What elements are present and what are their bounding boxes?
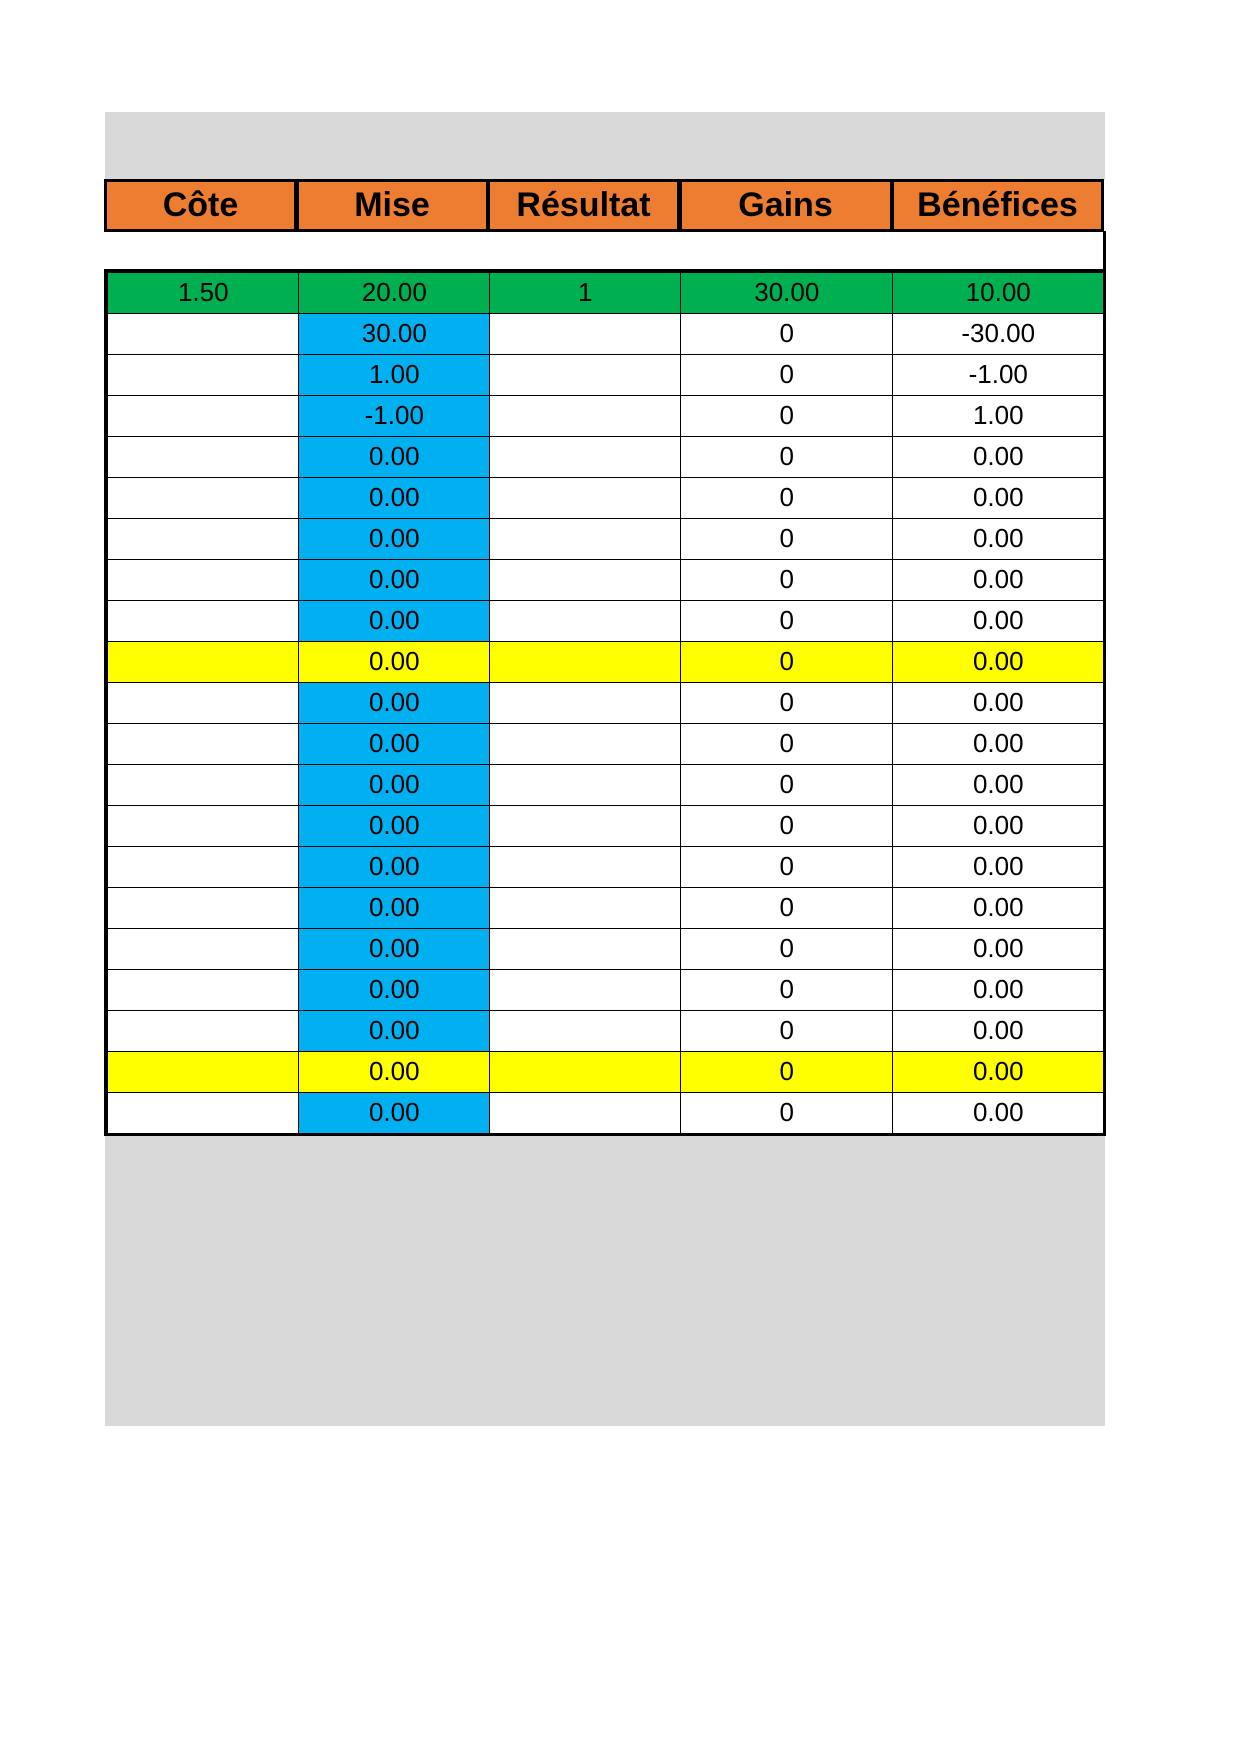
top-gray-band bbox=[105, 112, 1105, 180]
table-row bbox=[107, 436, 1103, 477]
table-row bbox=[107, 805, 1103, 846]
cell-resultat[interactable] bbox=[489, 969, 682, 1012]
cell-gains[interactable]: 0 bbox=[680, 928, 893, 971]
cell-gains[interactable]: 0 bbox=[680, 518, 893, 561]
cell-mise[interactable]: 0.00 bbox=[298, 682, 491, 725]
cell-cote[interactable] bbox=[107, 928, 300, 971]
cell-mise[interactable]: 0.00 bbox=[298, 1092, 491, 1135]
cell-benefices[interactable]: 0.00 bbox=[892, 805, 1104, 848]
cell-resultat[interactable] bbox=[489, 641, 682, 684]
header-gains[interactable]: Gains bbox=[679, 179, 893, 232]
cell-cote[interactable] bbox=[107, 477, 300, 520]
cell-cote[interactable] bbox=[107, 1051, 300, 1094]
cell-benefices[interactable]: 0.00 bbox=[892, 887, 1104, 930]
cell-gains[interactable]: 0 bbox=[680, 887, 893, 930]
table-row bbox=[107, 477, 1103, 518]
table-row bbox=[107, 887, 1103, 928]
cell-gains[interactable]: 0 bbox=[680, 805, 893, 848]
cell-mise[interactable]: 0.00 bbox=[298, 928, 491, 971]
cell-resultat[interactable] bbox=[489, 723, 682, 766]
cell-mise[interactable]: 0.00 bbox=[298, 1010, 491, 1053]
cell-benefices[interactable]: 0.00 bbox=[892, 1051, 1104, 1094]
table-row bbox=[107, 354, 1103, 395]
cell-gains[interactable]: 0 bbox=[680, 641, 893, 684]
cell-resultat[interactable] bbox=[489, 764, 682, 807]
table-row bbox=[107, 395, 1103, 436]
cell-cote[interactable] bbox=[107, 354, 300, 397]
cell-cote[interactable] bbox=[107, 887, 300, 930]
cell-resultat[interactable] bbox=[489, 354, 682, 397]
cell-benefices[interactable]: 0.00 bbox=[892, 436, 1104, 479]
cell-benefices[interactable]: 1.00 bbox=[892, 395, 1104, 438]
cell-mise[interactable]: 0.00 bbox=[298, 641, 491, 684]
cell-resultat[interactable] bbox=[489, 477, 682, 520]
cell-resultat[interactable] bbox=[489, 682, 682, 725]
cell-resultat[interactable] bbox=[489, 846, 682, 889]
cell-cote[interactable] bbox=[107, 846, 300, 889]
table-row bbox=[107, 928, 1103, 969]
cell-cote[interactable] bbox=[107, 764, 300, 807]
cell-resultat[interactable] bbox=[489, 1092, 682, 1135]
header-mise[interactable]: Mise bbox=[296, 179, 489, 232]
cell-cote[interactable] bbox=[107, 436, 300, 479]
cell-benefices[interactable]: -30.00 bbox=[892, 313, 1104, 356]
cell-cote[interactable] bbox=[107, 600, 300, 643]
table-row bbox=[107, 518, 1103, 559]
cell-cote[interactable] bbox=[107, 313, 300, 356]
cell-mise[interactable]: 0.00 bbox=[298, 559, 491, 602]
header-resultat[interactable]: Résultat bbox=[487, 179, 680, 232]
cell-benefices[interactable]: 0.00 bbox=[892, 723, 1104, 766]
cell-gains[interactable]: 0 bbox=[680, 764, 893, 807]
cell-mise[interactable]: 20.00 bbox=[298, 272, 491, 315]
cell-mise[interactable]: 0.00 bbox=[298, 600, 491, 643]
cell-mise[interactable]: 0.00 bbox=[298, 723, 491, 766]
cell-benefices[interactable]: 0.00 bbox=[892, 682, 1104, 725]
table-row bbox=[107, 1010, 1103, 1051]
cell-resultat[interactable] bbox=[489, 1010, 682, 1053]
table-row bbox=[107, 600, 1103, 641]
cell-benefices[interactable]: 0.00 bbox=[892, 477, 1104, 520]
cell-resultat[interactable] bbox=[489, 600, 682, 643]
cell-resultat[interactable] bbox=[489, 1051, 682, 1094]
cell-mise[interactable]: 0.00 bbox=[298, 805, 491, 848]
cell-resultat[interactable] bbox=[489, 313, 682, 356]
cell-cote[interactable] bbox=[107, 682, 300, 725]
table-row bbox=[107, 846, 1103, 887]
table-row bbox=[107, 559, 1103, 600]
cell-gains[interactable]: 30.00 bbox=[680, 272, 893, 315]
table-row bbox=[107, 969, 1103, 1010]
cell-gains[interactable]: 0 bbox=[680, 559, 893, 602]
cell-benefices[interactable]: 0.00 bbox=[892, 600, 1104, 643]
header-cote[interactable]: Côte bbox=[104, 179, 297, 232]
cell-resultat[interactable] bbox=[489, 518, 682, 561]
cell-resultat[interactable] bbox=[489, 928, 682, 971]
cell-benefices[interactable]: 10.00 bbox=[892, 272, 1104, 315]
cell-resultat[interactable] bbox=[489, 805, 682, 848]
cell-cote[interactable] bbox=[107, 395, 300, 438]
cell-mise[interactable]: 1.00 bbox=[298, 354, 491, 397]
cell-gains[interactable]: 0 bbox=[680, 846, 893, 889]
cell-cote[interactable]: 1.50 bbox=[107, 272, 300, 315]
cell-gains[interactable]: 0 bbox=[680, 477, 893, 520]
table-row bbox=[107, 313, 1103, 354]
betting-sheet bbox=[104, 179, 1106, 1136]
table-row bbox=[107, 272, 1103, 313]
cell-cote[interactable] bbox=[107, 1092, 300, 1135]
cell-mise[interactable]: 30.00 bbox=[298, 313, 491, 356]
cell-cote[interactable] bbox=[107, 969, 300, 1012]
cell-mise[interactable]: 0.00 bbox=[298, 969, 491, 1012]
spacer-row bbox=[104, 231, 1106, 272]
bottom-gray-band bbox=[105, 1130, 1105, 1426]
cell-gains[interactable]: 0 bbox=[680, 354, 893, 397]
cell-mise[interactable]: 0.00 bbox=[298, 477, 491, 520]
cell-cote[interactable] bbox=[107, 1010, 300, 1053]
cell-benefices[interactable]: -1.00 bbox=[892, 354, 1104, 397]
cell-cote[interactable] bbox=[107, 723, 300, 766]
cell-gains[interactable]: 0 bbox=[680, 1092, 893, 1135]
cell-cote[interactable] bbox=[107, 805, 300, 848]
cell-cote[interactable] bbox=[107, 641, 300, 684]
cell-benefices[interactable]: 0.00 bbox=[892, 559, 1104, 602]
table-row bbox=[107, 723, 1103, 764]
cell-benefices[interactable]: 0.00 bbox=[892, 518, 1104, 561]
cell-resultat[interactable] bbox=[489, 436, 682, 479]
cell-mise[interactable]: 0.00 bbox=[298, 846, 491, 889]
header-row bbox=[104, 179, 1106, 231]
cell-gains[interactable]: 0 bbox=[680, 1010, 893, 1053]
cell-benefices[interactable]: 0.00 bbox=[892, 846, 1104, 889]
cell-benefices[interactable]: 0.00 bbox=[892, 1092, 1104, 1135]
cell-benefices[interactable]: 0.00 bbox=[892, 641, 1104, 684]
cell-mise[interactable]: 0.00 bbox=[298, 887, 491, 930]
cell-resultat[interactable] bbox=[489, 395, 682, 438]
cell-resultat[interactable]: 1 bbox=[489, 272, 682, 315]
table-row bbox=[107, 764, 1103, 805]
cell-mise[interactable]: -1.00 bbox=[298, 395, 491, 438]
cell-gains[interactable]: 0 bbox=[680, 969, 893, 1012]
cell-benefices[interactable]: 0.00 bbox=[892, 1010, 1104, 1053]
cell-mise[interactable]: 0.00 bbox=[298, 764, 491, 807]
table-row bbox=[107, 1051, 1103, 1092]
cell-mise[interactable]: 0.00 bbox=[298, 436, 491, 479]
cell-mise[interactable]: 0.00 bbox=[298, 1051, 491, 1094]
cell-gains[interactable]: 0 bbox=[680, 600, 893, 643]
cell-cote[interactable] bbox=[107, 559, 300, 602]
cell-gains[interactable]: 0 bbox=[680, 313, 893, 356]
cell-gains[interactable]: 0 bbox=[680, 723, 893, 766]
cell-gains[interactable]: 0 bbox=[680, 395, 893, 438]
cell-resultat[interactable] bbox=[489, 887, 682, 930]
table-row bbox=[107, 641, 1103, 682]
table-row bbox=[107, 1092, 1103, 1133]
cell-benefices[interactable]: 0.00 bbox=[892, 764, 1104, 807]
header-benefices[interactable]: Bénéfices bbox=[891, 179, 1104, 232]
cell-gains[interactable]: 0 bbox=[680, 682, 893, 725]
cell-gains[interactable]: 0 bbox=[680, 1051, 893, 1094]
cell-mise[interactable]: 0.00 bbox=[298, 518, 491, 561]
cell-resultat[interactable] bbox=[489, 559, 682, 602]
table-row bbox=[107, 682, 1103, 723]
cell-benefices[interactable]: 0.00 bbox=[892, 969, 1104, 1012]
cell-gains[interactable]: 0 bbox=[680, 436, 893, 479]
cell-benefices[interactable]: 0.00 bbox=[892, 928, 1104, 971]
data-table bbox=[104, 272, 1106, 1136]
cell-cote[interactable] bbox=[107, 518, 300, 561]
